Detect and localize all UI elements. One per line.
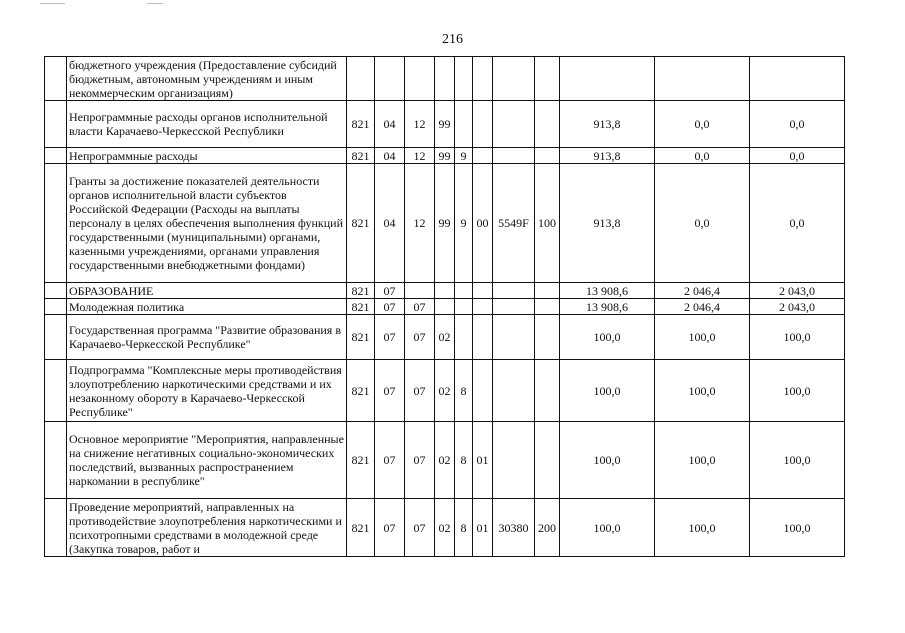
- page-number: 216: [442, 32, 463, 47]
- direction-code: [493, 148, 535, 164]
- event-code: [473, 148, 493, 164]
- section-code: 07: [375, 299, 405, 315]
- subsection-code: 07: [405, 422, 435, 499]
- subsection-code: [405, 283, 435, 299]
- direction-code: [493, 101, 535, 148]
- table-row: [45, 299, 845, 315]
- direction-code: [493, 315, 535, 360]
- item-name: ОБРАЗОВАНИЕ: [67, 283, 347, 299]
- direction-code: [493, 299, 535, 315]
- program-code: 02: [435, 360, 455, 422]
- scan-artifact-top-left: [40, 3, 65, 4]
- amount-year-3: 100,0: [750, 499, 845, 557]
- subprogram-code: 8: [455, 422, 473, 499]
- amount-year-1: 913,8: [560, 101, 655, 148]
- subprogram-code: 9: [455, 148, 473, 164]
- amount-year-3: 100,0: [750, 422, 845, 499]
- amount-year-1: 913,8: [560, 164, 655, 283]
- expense-type-code: [535, 422, 560, 499]
- amount-year-3: 2 043,0: [750, 299, 845, 315]
- amount-year-1: [560, 57, 655, 101]
- program-code: [435, 299, 455, 315]
- expense-type-code: [535, 283, 560, 299]
- subsection-code: 12: [405, 164, 435, 283]
- expense-type-code: 200: [535, 499, 560, 557]
- expense-type-code: 100: [535, 164, 560, 283]
- subsection-code: 07: [405, 315, 435, 360]
- ministry-code: 821: [347, 283, 375, 299]
- amount-year-3: 0,0: [750, 148, 845, 164]
- table-row: [45, 360, 845, 422]
- ministry-code: 821: [347, 315, 375, 360]
- program-code: 99: [435, 148, 455, 164]
- row-number-cell: [45, 101, 67, 148]
- expense-type-code: [535, 57, 560, 101]
- subprogram-code: [455, 101, 473, 148]
- item-name: Непрограммные расходы органов исполнительной власти Карачаево-Черкесской Республики: [67, 101, 347, 148]
- amount-year-1: 100,0: [560, 422, 655, 499]
- amount-year-3: 2 043,0: [750, 283, 845, 299]
- subsection-code: 12: [405, 148, 435, 164]
- program-code: 99: [435, 164, 455, 283]
- event-code: [473, 315, 493, 360]
- item-name: Непрограммные расходы: [67, 148, 347, 164]
- amount-year-1: 100,0: [560, 315, 655, 360]
- row-number-cell: [45, 299, 67, 315]
- amount-year-2: 2 046,4: [655, 299, 750, 315]
- amount-year-1: 100,0: [560, 360, 655, 422]
- row-number-cell: [45, 360, 67, 422]
- direction-code: [493, 57, 535, 101]
- section-code: 07: [375, 499, 405, 557]
- program-code: 02: [435, 499, 455, 557]
- row-number-cell: [45, 499, 67, 557]
- section-code: 07: [375, 283, 405, 299]
- amount-year-2: 2 046,4: [655, 283, 750, 299]
- program-code: 02: [435, 315, 455, 360]
- event-code: [473, 57, 493, 101]
- event-code: [473, 360, 493, 422]
- row-number-cell: [45, 283, 67, 299]
- amount-year-2: 0,0: [655, 148, 750, 164]
- amount-year-3: 100,0: [750, 315, 845, 360]
- amount-year-3: 0,0: [750, 101, 845, 148]
- ministry-code: 821: [347, 499, 375, 557]
- program-code: [435, 283, 455, 299]
- row-number-cell: [45, 57, 67, 101]
- section-code: 07: [375, 360, 405, 422]
- amount-year-2: 100,0: [655, 499, 750, 557]
- ministry-code: 821: [347, 299, 375, 315]
- table-row: [45, 499, 845, 557]
- subsection-code: 12: [405, 101, 435, 148]
- subsection-code: 07: [405, 499, 435, 557]
- item-name: Основное мероприятие "Мероприятия, направленные на снижение негативных социально-экономических последствий, вызванных распространением наркомании в республике": [67, 422, 347, 499]
- section-code: 04: [375, 101, 405, 148]
- subprogram-code: 9: [455, 164, 473, 283]
- ministry-code: 821: [347, 101, 375, 148]
- direction-code: [493, 422, 535, 499]
- event-code: 00: [473, 164, 493, 283]
- subsection-code: 07: [405, 360, 435, 422]
- amount-year-1: 13 908,6: [560, 283, 655, 299]
- amount-year-3: 100,0: [750, 360, 845, 422]
- program-code: 02: [435, 422, 455, 499]
- table-row: [45, 57, 845, 101]
- direction-code: [493, 360, 535, 422]
- table-row: [45, 164, 845, 283]
- row-number-cell: [45, 148, 67, 164]
- amount-year-3: 0,0: [750, 164, 845, 283]
- item-name: Проведение мероприятий, направленных на противодействие злоупотребления наркотическими и психотропными средствами в молодежной среде (Закупка товаров, работ и: [67, 499, 347, 557]
- event-code: [473, 283, 493, 299]
- table-row: [45, 101, 845, 148]
- event-code: 01: [473, 422, 493, 499]
- budget-table: [44, 56, 845, 557]
- program-code: [435, 57, 455, 101]
- expense-type-code: [535, 148, 560, 164]
- amount-year-1: 100,0: [560, 499, 655, 557]
- amount-year-2: [655, 57, 750, 101]
- expense-type-code: [535, 315, 560, 360]
- amount-year-2: 100,0: [655, 422, 750, 499]
- ministry-code: [347, 57, 375, 101]
- item-name: бюджетного учреждения (Предоставление субсидий бюджетным, автономным учреждениям и иным некоммерческим организациям): [67, 57, 347, 101]
- program-code: 99: [435, 101, 455, 148]
- amount-year-2: 100,0: [655, 315, 750, 360]
- expense-type-code: [535, 360, 560, 422]
- section-code: 07: [375, 422, 405, 499]
- item-name: Гранты за достижение показателей деятельности органов исполнительной власти субъектов Российской Федерации (Расходы на выплаты персоналу в целях обеспечения выполнения функций государственными (муниципальными) органами, казенными учреждениями, органами управления государственными внебюджетными фондами): [67, 164, 347, 283]
- event-code: [473, 299, 493, 315]
- subprogram-code: 8: [455, 499, 473, 557]
- expense-type-code: [535, 101, 560, 148]
- amount-year-2: 0,0: [655, 101, 750, 148]
- direction-code: [493, 283, 535, 299]
- row-number-cell: [45, 422, 67, 499]
- event-code: [473, 101, 493, 148]
- subprogram-code: [455, 299, 473, 315]
- amount-year-2: 0,0: [655, 164, 750, 283]
- row-number-cell: [45, 164, 67, 283]
- item-name: Государственная программа "Развитие образования в Карачаево-Черкесской Республике": [67, 315, 347, 360]
- scan-artifact-top-mid: [147, 3, 163, 4]
- ministry-code: 821: [347, 360, 375, 422]
- row-number-cell: [45, 315, 67, 360]
- event-code: 01: [473, 499, 493, 557]
- table-row: [45, 315, 845, 360]
- subsection-code: 07: [405, 299, 435, 315]
- amount-year-1: 913,8: [560, 148, 655, 164]
- ministry-code: 821: [347, 422, 375, 499]
- section-code: [375, 57, 405, 101]
- direction-code: 5549F: [493, 164, 535, 283]
- subprogram-code: [455, 57, 473, 101]
- subprogram-code: 8: [455, 360, 473, 422]
- section-code: 04: [375, 164, 405, 283]
- item-name: Молодежная политика: [67, 299, 347, 315]
- item-name: Подпрограмма "Комплексные меры противодействия злоупотреблению наркотическими средствами и их незаконному обороту в Карачаево-Черкесской Республике": [67, 360, 347, 422]
- subsection-code: [405, 57, 435, 101]
- amount-year-2: 100,0: [655, 360, 750, 422]
- table-row: [45, 283, 845, 299]
- ministry-code: 821: [347, 148, 375, 164]
- table-row: [45, 148, 845, 164]
- amount-year-1: 13 908,6: [560, 299, 655, 315]
- table-row: [45, 422, 845, 499]
- section-code: 07: [375, 315, 405, 360]
- subprogram-code: [455, 315, 473, 360]
- subprogram-code: [455, 283, 473, 299]
- expense-type-code: [535, 299, 560, 315]
- section-code: 04: [375, 148, 405, 164]
- direction-code: 30380: [493, 499, 535, 557]
- ministry-code: 821: [347, 164, 375, 283]
- amount-year-3: [750, 57, 845, 101]
